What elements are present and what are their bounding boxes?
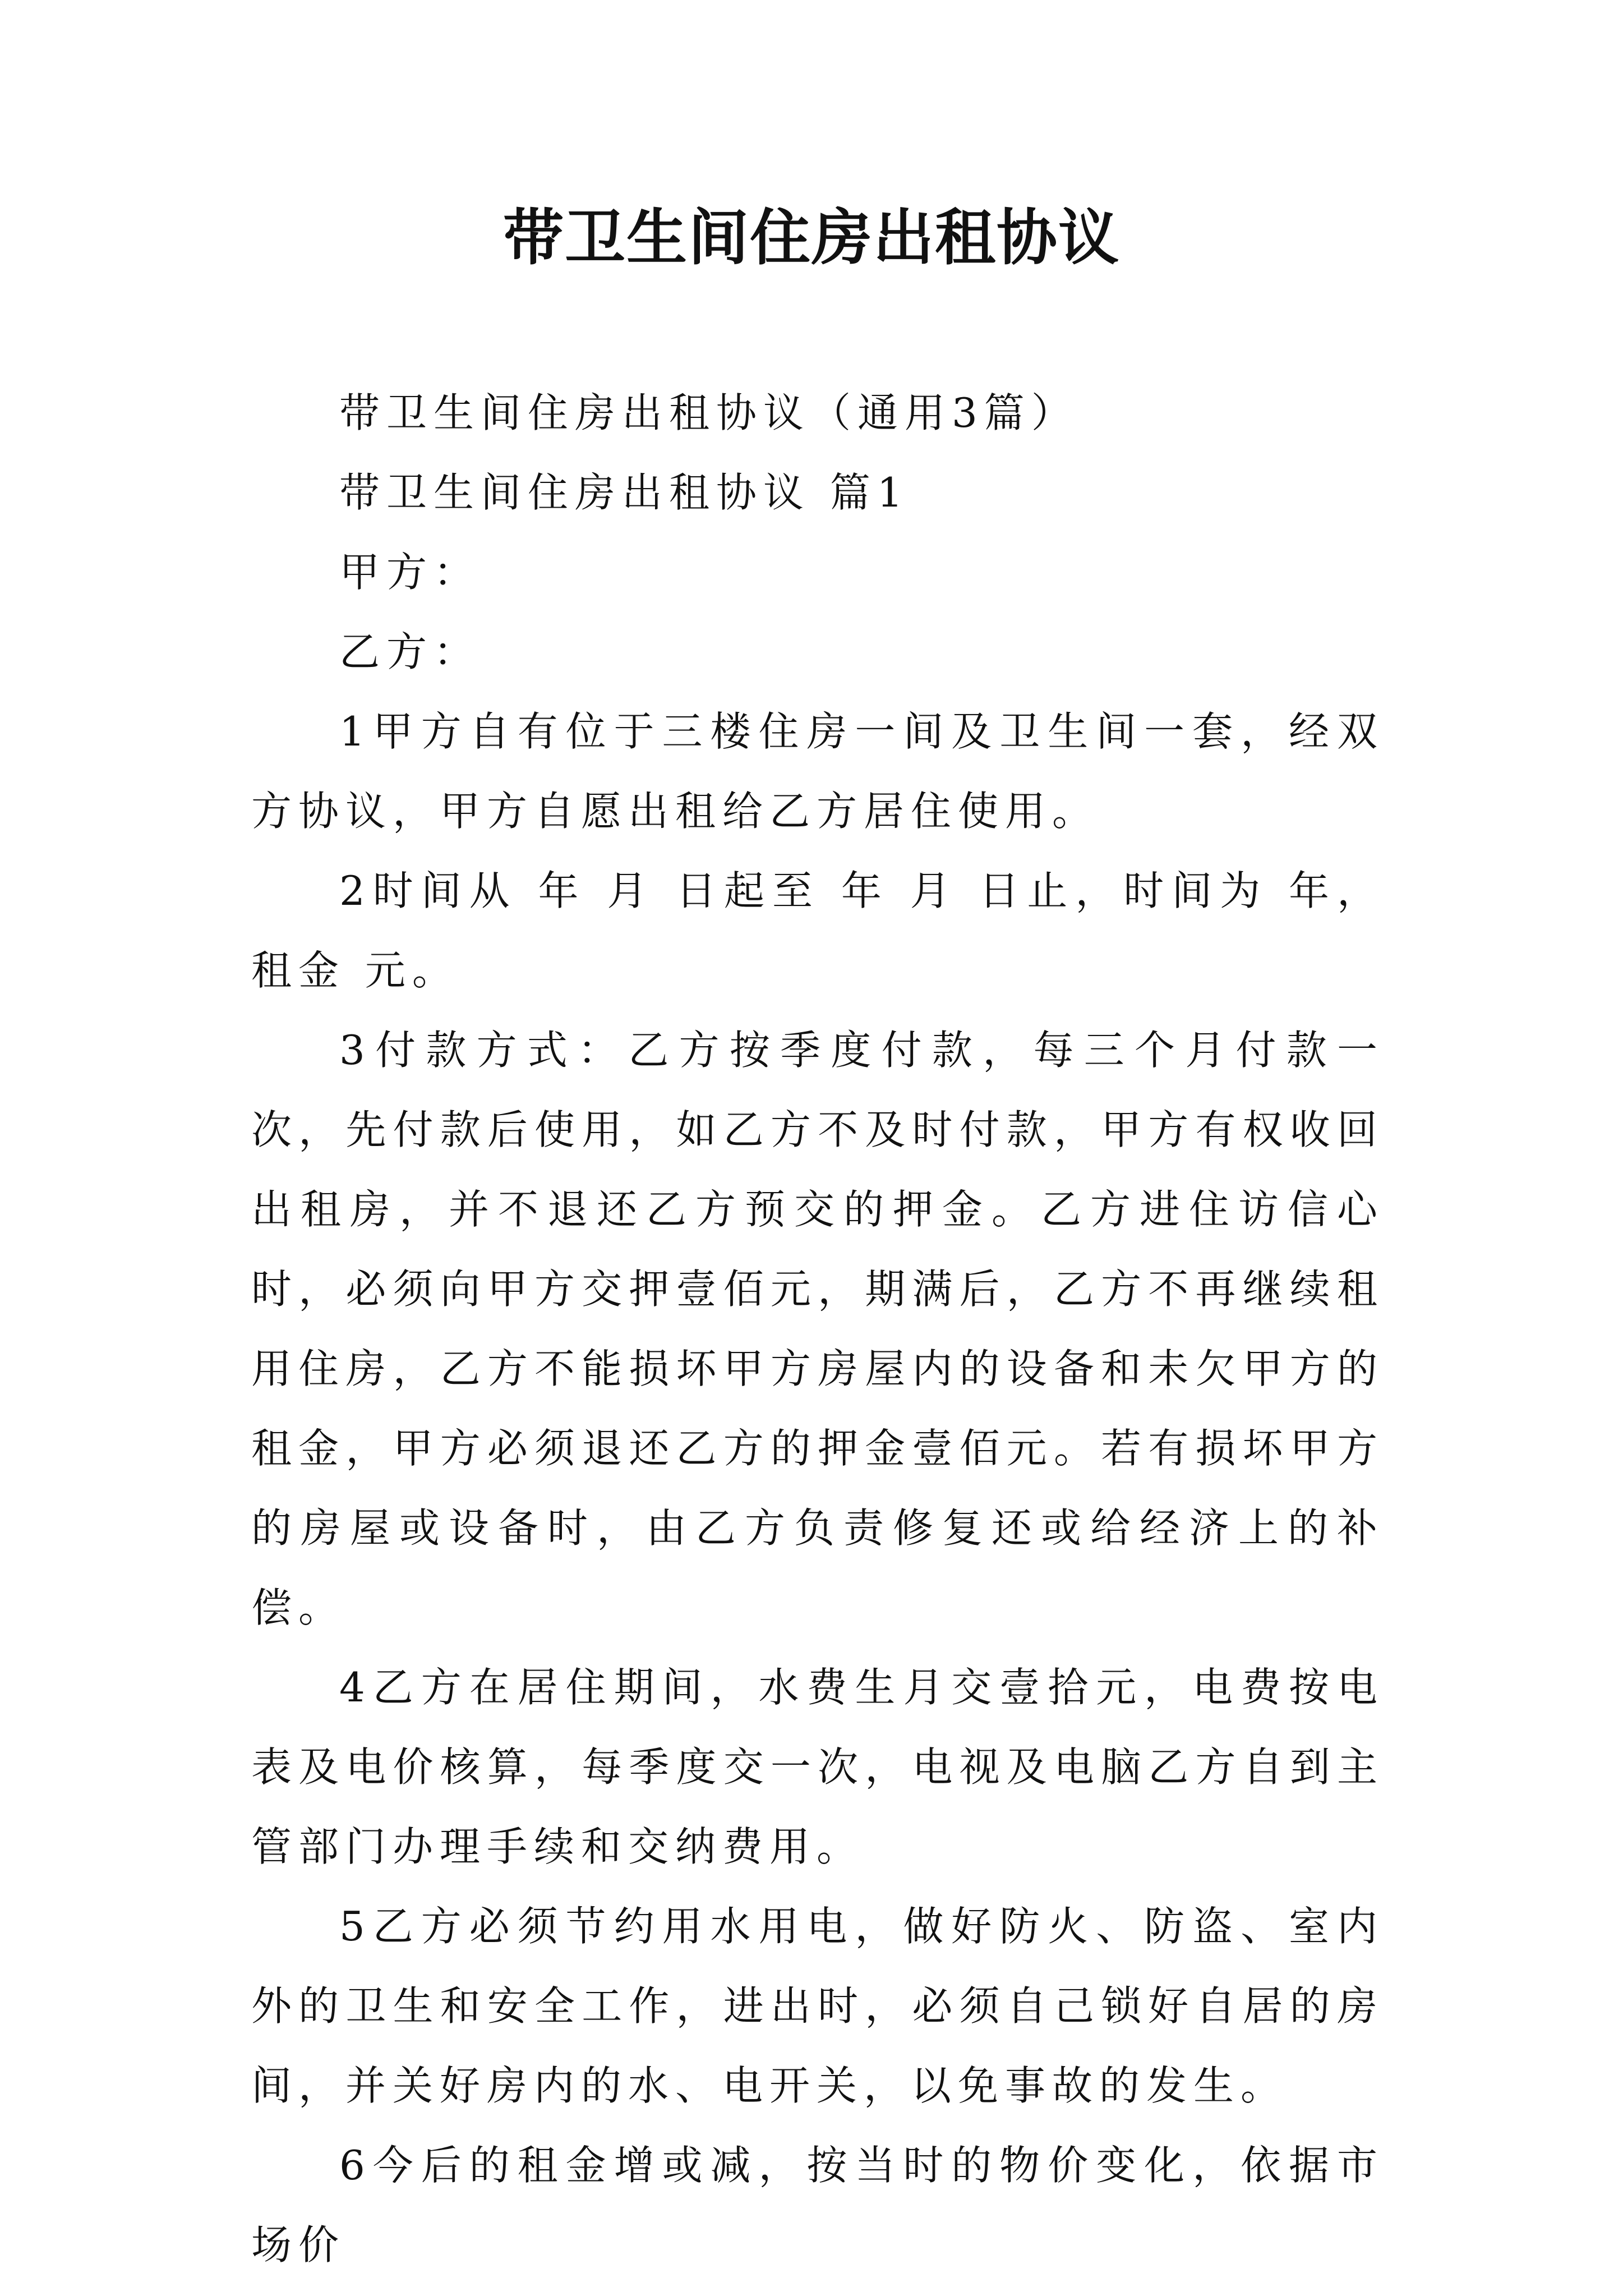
paragraph-clause-5: 5乙方必须节约用水用电，做好防火、防盗、室内外的卫生和安全工作，进出时，必须自己锁好自居的房间，并关好房内的水、电开关，以免事故的发生。 (251, 1903, 1384, 2109)
paragraph-clause-1: 1甲方自有位于三楼住房一间及卫生间一套，经双方协议，甲方自愿出租给乙方居住使用。 (251, 708, 1384, 835)
paragraph-clause-2: 2时间从 年 月 日起至 年 月 日止，时间为 年，租金 元。 (251, 867, 1384, 994)
paragraph-clause-4: 4乙方在居住期间，水费生月交壹拾元，电费按电表及电价核算，每季度交一次，电视及电脑乙方自到主管部门办理手续和交纳费用。 (251, 1664, 1384, 1870)
paragraph-clause-3: 3付款方式：乙方按季度付款，每三个月付款一次，先付款后使用，如乙方不及时付款，甲方有权收回出租房，并不退还乙方预交的押金。乙方进住访信心时，必须向甲方交押壹佰元，期满后，乙方不再继续租用住房，乙方不能损坏甲方房屋内的设备和未欠甲方的租金，甲方必须退还乙方的押金壹佰元。若有损坏甲方的房屋或设备时，由乙方负责修复还或给经济上的补偿。 (251, 1027, 1384, 1631)
document-title: 带卫生间住房出租协议 (502, 203, 1120, 273)
document-body (251, 373, 1384, 2285)
paragraph-clause-6: 6今后的租金增或减，按当时的物价变化，依据市场价 (251, 2142, 1384, 2269)
paragraph-subtitle: 带卫生间住房出租协议（通用3篇） (339, 389, 1078, 436)
paragraph-party-a: 甲方： (339, 549, 481, 596)
paragraph-section-heading: 带卫生间住房出租协议 篇1 (339, 469, 910, 516)
paragraph-party-b: 乙方： (339, 628, 481, 675)
